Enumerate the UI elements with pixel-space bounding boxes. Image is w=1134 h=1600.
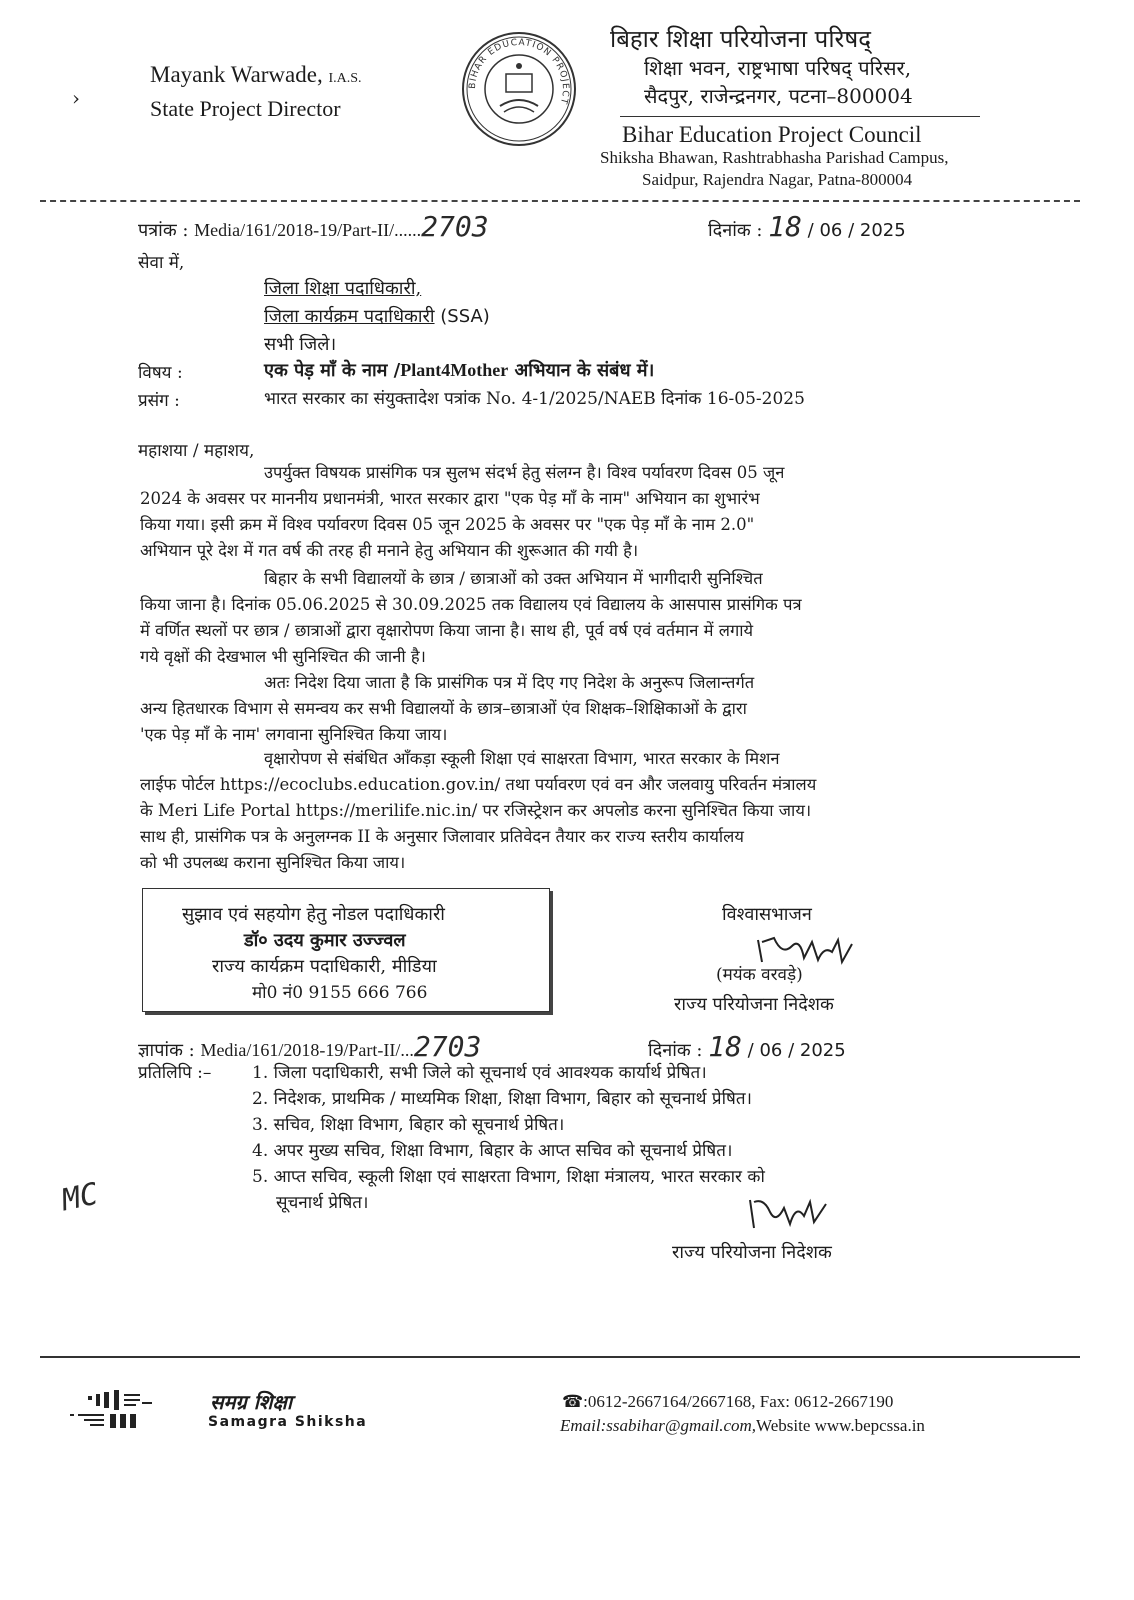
footer-contact bbox=[560, 1416, 925, 1436]
copy-date-rest: / 06 / 2025 bbox=[747, 1040, 846, 1061]
ref-date-day: 18 bbox=[768, 210, 802, 243]
officer-suffix: I.A.S. bbox=[328, 71, 362, 86]
p4-line-1: वृक्षारोपण से संबंधित आँकड़ा स्कूली शिक्षा एवं साक्षरता विभाग, भारत सरकार के मिशन bbox=[264, 749, 780, 768]
p1-line-3: किया गया। इसी क्रम में विश्व पर्यावरण दिवस 05 जून 2025 के अवसर पर "एक पेड़ माँ के नाम 2.0" bbox=[140, 515, 755, 534]
p4-line-5: को भी उपलब्ध कराना सुनिश्चित किया जाय। bbox=[140, 853, 406, 872]
hi-address-2: सैदपुर, राजेन्द्रनगर, पटना–800004 bbox=[644, 84, 913, 108]
copy-item-1: 1. जिला पदाधिकारी, सभी जिले को सूचनार्थ एवं आवश्यक कार्यार्थ प्रेषित। bbox=[252, 1063, 707, 1083]
nodal-line-4: मो0 नं0 9155 666 766 bbox=[252, 983, 428, 1003]
copy-date bbox=[648, 1030, 846, 1063]
p1-line-4: अभियान पूरे देश में गत वर्ष की तरह ही मनाने हेतु अभियान की शुरूआत की गयी है। bbox=[140, 541, 639, 560]
p1-line-1: उपर्युक्त विषयक प्रासंगिक पत्र सुलभ संदर्भ हेतु संलग्न है। विश्व पर्यावरण दिवस 05 जून bbox=[264, 463, 785, 482]
pratilipi-label: प्रतिलिपि :– bbox=[138, 1063, 212, 1083]
second-signature-scribble bbox=[744, 1194, 834, 1238]
seva-mein: सेवा में, bbox=[138, 253, 185, 273]
paragraph-3 bbox=[140, 670, 960, 748]
samagra-logo-svg bbox=[70, 1388, 200, 1434]
copy-item-2: 2. निदेशक, प्राथमिक / माध्यमिक शिक्षा, शिक्षा विभाग, बिहार को सूचनार्थ प्रेषित। bbox=[252, 1089, 752, 1109]
subject-text-a: एक पेड़ माँ के नाम / bbox=[264, 360, 401, 381]
paragraph-2 bbox=[140, 566, 960, 670]
subject-text bbox=[264, 358, 654, 382]
prasang-label: प्रसंग : bbox=[138, 391, 180, 411]
samagra-logo-icon bbox=[70, 1388, 200, 1434]
letterhead-divider bbox=[620, 116, 980, 117]
p3-line-3: 'एक पेड़ माँ के नाम' लगवाना सुनिश्चित किया जाय। bbox=[140, 725, 448, 744]
copy-item-4: 4. अपर मुख्य सचिव, शिक्षा विभाग, बिहार के आप्त सचिव को सूचनार्थ प्रेषित। bbox=[252, 1141, 733, 1161]
ref-number: Media/161/2018-19/Part-II/...... bbox=[194, 220, 422, 240]
copy-date-label: दिनांक : bbox=[648, 1040, 703, 1061]
copy-ref-number: Media/161/2018-19/Part-II/... bbox=[200, 1040, 414, 1060]
addressee-2-text: जिला कार्यक्रम पदाधिकारी bbox=[264, 306, 435, 327]
p3-line-2: अन्य हितधारक विभाग से समन्वय कर सभी विद्यालयों के छात्र–छात्राओं एंव शिक्षक–शिक्षिकाओं के द्वारा bbox=[140, 699, 747, 718]
ref-date-label: दिनांक : bbox=[708, 220, 763, 241]
officer-title: State Project Director bbox=[150, 96, 341, 121]
prasang-text: भारत सरकार का संयुक्तादेश पत्रांक No. 4-1/2025/NAEB दिनांक 16-05-2025 bbox=[264, 389, 805, 409]
nodal-line-1: सुझाव एवं सहयोग हेतु नोडल पदाधिकारी bbox=[182, 904, 445, 925]
p2-line-4: गये वृक्षों की देखभाल भी सुनिश्चित की जानी है। bbox=[140, 647, 426, 666]
p4-line-3: के Meri Life Portal https://merilife.nic.in/ पर रजिस्ट्रेशन कर अपलोड करना सुनिश्चित किया जाय। bbox=[140, 801, 812, 820]
addressee-3: सभी जिले। bbox=[264, 334, 337, 355]
margin-note: MC bbox=[58, 1176, 102, 1219]
ref-date bbox=[708, 210, 906, 243]
p3-line-1: अतः निदेश दिया जाता है कि प्रासंगिक पत्र में दिए गए निदेश के अनुरूप जिलान्तर्गत bbox=[264, 673, 755, 692]
officer-name bbox=[150, 62, 362, 88]
copy-item-5: 5. आप्त सचिव, स्कूली शिक्षा एवं साक्षरता विभाग, शिक्षा मंत्रालय, भारत सरकार को bbox=[252, 1167, 765, 1187]
addressee-2 bbox=[264, 304, 490, 328]
footer-rule bbox=[40, 1356, 1080, 1358]
hi-address-1: शिक्षा भवन, राष्ट्रभाषा परिषद् परिसर, bbox=[644, 56, 912, 80]
p2-line-3: में वर्णित स्थलों पर छात्र / छात्राओं द्वारा वृक्षारोपण किया जाना है। साथ ही, पूर्व वर्ष एवं वर्तमान में लगाये bbox=[140, 621, 754, 640]
subject-label: विषय : bbox=[138, 363, 183, 383]
copy-date-day: 18 bbox=[708, 1030, 742, 1063]
footer-phone: ☎:0612-2667164/2667168, Fax: 0612-2667190 bbox=[562, 1392, 894, 1411]
seal-arc-text: BIHAR EDUCATION PROJECT bbox=[467, 37, 571, 106]
copy-item-5-cont: सूचनार्थ प्रेषित। bbox=[276, 1193, 369, 1213]
copy-ref-label: ज्ञापांक : bbox=[138, 1040, 195, 1061]
p4-line-4: साथ ही, प्रासंगिक पत्र के अनुलग्नक II के अनुसार जिलावार प्रतिवेदन तैयार कर राज्य स्तरीय कार्यालय bbox=[140, 827, 744, 846]
p2-line-2: किया जाना है। दिनांक 05.06.2025 से 30.09.2025 तक विद्यालय एवं विद्यालय के आसपास प्रासंगिक पत्र bbox=[140, 595, 802, 614]
margin-mark: › bbox=[72, 86, 80, 110]
copy-item-3: 3. सचिव, शिक्षा विभाग, बिहार को सूचनार्थ प्रेषित। bbox=[252, 1115, 565, 1135]
nodal-line-3: राज्य कार्यक्रम पदाधिकारी, मीडिया bbox=[212, 956, 437, 977]
addressee-1: जिला शिक्षा पदाधिकारी, bbox=[264, 278, 422, 299]
signatory-name: (मयंक वरवड़े) bbox=[716, 965, 803, 985]
en-address-1: Shiksha Bhawan, Rashtrabhasha Parishad Campus, bbox=[600, 148, 949, 167]
copy-ref-line bbox=[138, 1030, 481, 1063]
seal-svg bbox=[460, 30, 578, 148]
ref-date-rest: / 06 / 2025 bbox=[807, 220, 906, 241]
officer-name-text: Mayank Warwade, bbox=[150, 62, 323, 87]
copy-handwritten-number: 2703 bbox=[413, 1030, 482, 1063]
footer-hi-brand: समग्र शिक्षा bbox=[210, 1390, 293, 1414]
council-seal bbox=[460, 30, 578, 148]
p4-line-2: लाईफ पोर्टल https://ecoclubs.education.gov.in/ तथा पर्यावरण एवं वन और जलवायु परिवर्तन मंत्रालय bbox=[140, 775, 817, 794]
en-org-name: Bihar Education Project Council bbox=[622, 122, 922, 147]
header-rule bbox=[40, 200, 1080, 202]
footer-en-brand: Samagra Shiksha bbox=[208, 1414, 368, 1430]
second-signature-svg bbox=[744, 1194, 834, 1238]
final-signatory-title: राज्य परियोजना निदेशक bbox=[672, 1242, 832, 1263]
hi-org-name: बिहार शिक्षा परियोजना परिषद् bbox=[610, 25, 871, 53]
ref-line bbox=[138, 210, 489, 243]
en-address-2: Saidpur, Rajendra Nagar, Patna-800004 bbox=[642, 170, 913, 189]
signatory-title: राज्य परियोजना निदेशक bbox=[674, 994, 834, 1015]
ref-label: पत्रांक : bbox=[138, 220, 189, 241]
paragraph-4 bbox=[140, 746, 960, 876]
nodal-line-2: डॉ० उदय कुमार उज्ज्वल bbox=[244, 930, 406, 951]
subject-text-b: Plant4Mother bbox=[400, 360, 509, 380]
footer-website[interactable]: Website www.bepcssa.in bbox=[756, 1416, 925, 1435]
subject-text-c: अभियान के संबंध में। bbox=[514, 360, 655, 381]
vishwas-bhajan: विश्वासभाजन bbox=[722, 904, 812, 925]
ref-handwritten-number: 2703 bbox=[421, 210, 489, 243]
p2-line-1: बिहार के सभी विद्यालयों के छात्र / छात्राओं को उक्त अभियान में भागीदारी सुनिश्चित bbox=[264, 569, 763, 588]
footer-email[interactable]: Email:ssabihar@gmail.com, bbox=[560, 1416, 757, 1435]
svg-text:BIHAR EDUCATION PROJECT bbox=[468, 38, 570, 106]
paragraph-1 bbox=[140, 460, 960, 564]
addressee-2-suffix: (SSA) bbox=[440, 306, 490, 327]
p1-line-2: 2024 के अवसर पर माननीय प्रधानमंत्री, भारत सरकार द्वारा "एक पेड़ माँ के नाम" अभियान का शुभारंभ bbox=[140, 489, 760, 508]
salutation: महाशया / महाशय, bbox=[138, 441, 255, 461]
